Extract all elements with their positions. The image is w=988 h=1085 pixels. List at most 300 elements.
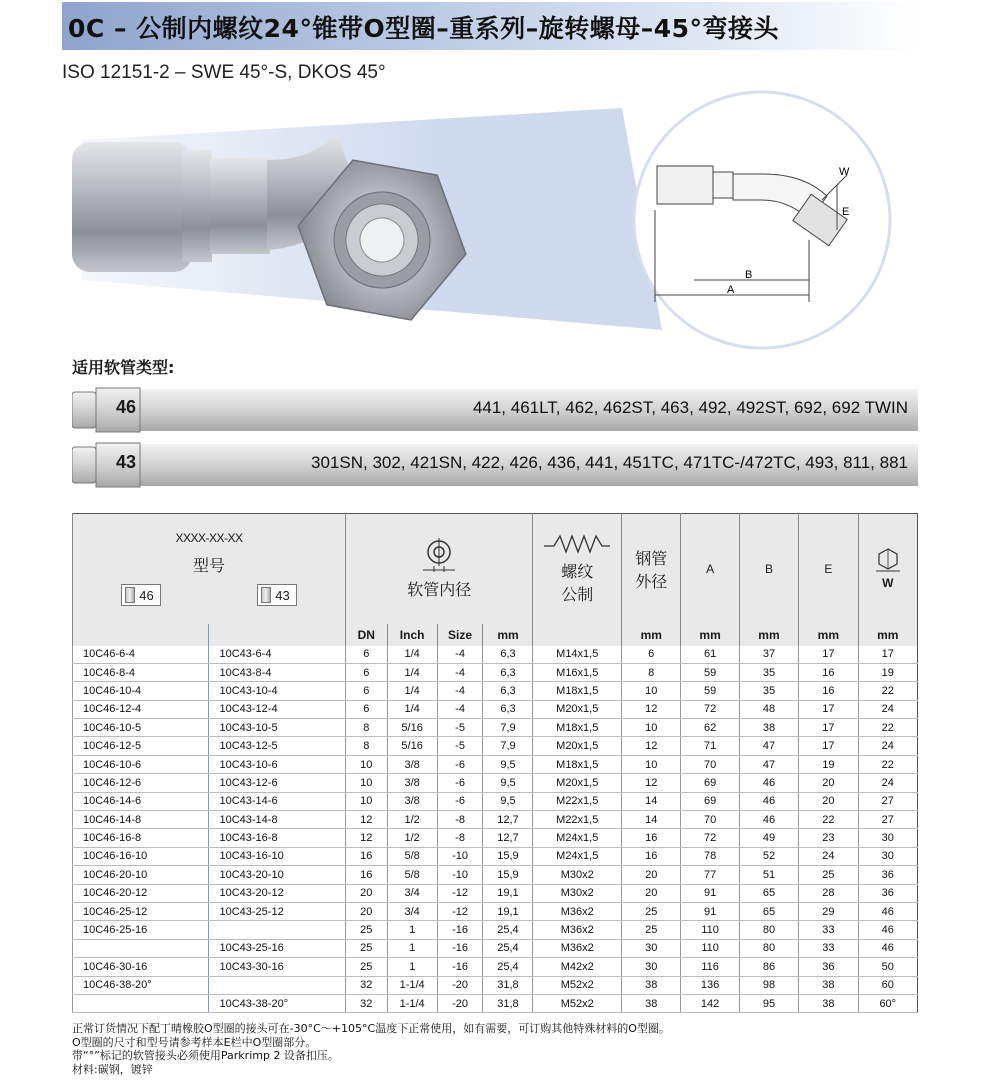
table-cell: 36 <box>858 884 917 902</box>
table-cell: 50 <box>858 958 917 976</box>
table-row <box>73 902 918 920</box>
title-bar <box>62 2 918 50</box>
table-cell: 1-1/4 <box>387 994 437 1012</box>
table-cell: 10 <box>622 719 681 737</box>
table-cell: -16 <box>437 958 483 976</box>
table-row <box>73 792 918 810</box>
table-cell: 10C46-25-16 <box>73 921 209 939</box>
thread-label-2: 公制 <box>561 587 594 605</box>
table-cell: 59 <box>681 682 739 700</box>
col-b-header: B <box>739 514 798 624</box>
table-cell: 37 <box>739 646 798 664</box>
table-cell: 10C46-12-6 <box>73 774 209 792</box>
table-cell: 1-1/4 <box>387 976 437 994</box>
table-cell: 24 <box>799 847 858 865</box>
table-cell: 17 <box>799 719 858 737</box>
table-cell: 6,3 <box>483 682 533 700</box>
table-row <box>73 884 918 902</box>
table-cell: M20x1,5 <box>533 700 622 718</box>
table-cell: 28 <box>799 884 858 902</box>
hose-list-46: 441, 461LT, 462, 462ST, 463, 492, 492ST, 692, 692 TWIN <box>472 398 908 417</box>
table-cell: 16 <box>799 663 858 681</box>
table-cell: -4 <box>437 682 483 700</box>
dim-label-b: B <box>745 269 753 281</box>
table-cell: 91 <box>681 884 739 902</box>
table-cell: -4 <box>437 646 483 664</box>
dim-label-e: E <box>842 206 850 218</box>
table-cell: -12 <box>437 902 483 920</box>
table-cell: 69 <box>681 774 739 792</box>
table-cell: 6 <box>345 663 387 681</box>
table-cell: 27 <box>858 811 917 829</box>
table-cell: 1/2 <box>387 829 437 847</box>
table-cell: 47 <box>739 755 798 773</box>
table-cell: 10C43-12-4 <box>209 700 345 718</box>
table-cell: 25 <box>345 958 387 976</box>
table-cell: 6 <box>345 646 387 664</box>
table-cell: 22 <box>799 811 858 829</box>
table-cell: 24 <box>858 700 917 718</box>
part-label: 型号 <box>192 558 225 576</box>
table-cell: 6 <box>345 700 387 718</box>
table-cell: 5/8 <box>387 847 437 865</box>
table-cell: -10 <box>437 847 483 865</box>
table-cell: 6,3 <box>483 646 533 664</box>
table-cell: 12,7 <box>483 829 533 847</box>
table-cell: 10C43-14-8 <box>209 811 345 829</box>
hose-id-header <box>345 514 533 624</box>
table-cell: 10C43-20-12 <box>209 884 345 902</box>
table-cell: 95 <box>739 994 798 1012</box>
table-cell: M22x1,5 <box>533 811 622 829</box>
table-cell: 10C46-14-8 <box>73 811 209 829</box>
unit-a-mm: mm <box>681 624 739 646</box>
table-cell: 10C46-12-4 <box>73 700 209 718</box>
table-cell: 29 <box>799 902 858 920</box>
table-cell: 65 <box>739 884 798 902</box>
table-cell: 16 <box>622 829 681 847</box>
table-cell: -8 <box>437 811 483 829</box>
dim-label-a: A <box>727 284 735 296</box>
table-cell: 65 <box>739 902 798 920</box>
table-cell: 16 <box>799 682 858 700</box>
table-cell: M30x2 <box>533 884 622 902</box>
table-cell: 46 <box>858 939 917 957</box>
table-cell: 116 <box>681 958 739 976</box>
table-cell: 12 <box>622 774 681 792</box>
hose-bore-icon <box>419 538 459 574</box>
table-cell: M42x2 <box>533 958 622 976</box>
table-cell: 60° <box>858 994 917 1012</box>
table-cell: M36x2 <box>533 939 622 957</box>
ferrule-shape <box>72 142 192 272</box>
hose-code-43: 43 <box>116 452 137 472</box>
table-cell: 10 <box>622 682 681 700</box>
table-cell <box>73 939 209 957</box>
note-4: 材料:碳钢，镀锌 <box>72 1062 153 1076</box>
table-row <box>73 921 918 939</box>
table-cell: 3/4 <box>387 884 437 902</box>
unit-w-mm: mm <box>858 624 917 646</box>
table-row <box>73 939 918 957</box>
table-cell: 35 <box>739 663 798 681</box>
table-cell: -20 <box>437 994 483 1012</box>
table-cell: 17 <box>799 737 858 755</box>
table-cell: 36 <box>799 958 858 976</box>
table-cell: 19 <box>799 755 858 773</box>
table-cell: 86 <box>739 958 798 976</box>
table-cell: -10 <box>437 866 483 884</box>
table-cell <box>209 976 345 994</box>
table-row <box>73 755 918 773</box>
table-cell: 48 <box>739 700 798 718</box>
table-cell: 17 <box>799 700 858 718</box>
table-cell: M24x1,5 <box>533 829 622 847</box>
dim-label-w: W <box>839 166 850 178</box>
table-cell: 110 <box>681 939 739 957</box>
table-cell: 10C43-16-10 <box>209 847 345 865</box>
table-cell: 60 <box>858 976 917 994</box>
table-row <box>73 994 918 1012</box>
table-cell: M20x1,5 <box>533 774 622 792</box>
table-row <box>73 811 918 829</box>
table-cell: 46 <box>739 774 798 792</box>
table-cell: 25 <box>622 902 681 920</box>
unit-tube-mm: mm <box>622 624 681 646</box>
table-cell: 7,9 <box>483 737 533 755</box>
table-cell: 80 <box>739 939 798 957</box>
steel-tube-header <box>622 514 681 624</box>
hose-row-43 <box>72 442 918 488</box>
table-cell: 3/8 <box>387 774 437 792</box>
part-pattern: XXXX-XX-XX <box>175 531 243 546</box>
table-cell: 25,4 <box>483 921 533 939</box>
table-cell: 30 <box>858 847 917 865</box>
table-cell: 62 <box>681 719 739 737</box>
table-cell: 25 <box>799 866 858 884</box>
table-cell: M22x1,5 <box>533 792 622 810</box>
table-cell: 70 <box>681 755 739 773</box>
table-cell: M52x2 <box>533 976 622 994</box>
unit-mm: mm <box>483 624 533 646</box>
table-cell: 23 <box>799 829 858 847</box>
table-cell: 10 <box>345 755 387 773</box>
table-cell: -4 <box>437 700 483 718</box>
units-row <box>73 624 918 646</box>
table-cell: 38 <box>799 976 858 994</box>
table-row <box>73 646 918 664</box>
table-cell: M36x2 <box>533 921 622 939</box>
fitting-tag-46: 46 <box>121 584 160 606</box>
table-cell: 12 <box>345 829 387 847</box>
table-cell: 1 <box>387 939 437 957</box>
table-row <box>73 958 918 976</box>
table-cell: 6,3 <box>483 700 533 718</box>
table-cell: 46 <box>739 792 798 810</box>
table-cell: 10C43-25-12 <box>209 902 345 920</box>
spec-table-body <box>73 646 918 1013</box>
table-cell: 10C43-30-16 <box>209 958 345 976</box>
table-cell: 20 <box>622 884 681 902</box>
table-cell: -16 <box>437 939 483 957</box>
table-cell: 16 <box>345 847 387 865</box>
note-1: 正常订货情况下配丁晴橡胶O型圈的接头可在-30°C～+105°C温度下正常使用，如有需要，可订购其他特殊材料的O型圈。 <box>72 1022 670 1035</box>
table-cell: 20 <box>799 792 858 810</box>
table-row <box>73 682 918 700</box>
table-cell: 25 <box>345 939 387 957</box>
table-cell: -16 <box>437 921 483 939</box>
table-cell: 10C46-25-12 <box>73 902 209 920</box>
table-cell: 25 <box>345 921 387 939</box>
table-cell: 30 <box>622 958 681 976</box>
table-cell: 10C46-14-6 <box>73 792 209 810</box>
table-cell: 1/4 <box>387 682 437 700</box>
table-cell: 10C46-38-20° <box>73 976 209 994</box>
table-cell: 33 <box>799 939 858 957</box>
table-cell: 38 <box>622 994 681 1012</box>
table-cell: 10C46-10-6 <box>73 755 209 773</box>
table-cell: 71 <box>681 737 739 755</box>
part-number-header <box>73 514 346 624</box>
table-cell: M18x1,5 <box>533 755 622 773</box>
table-cell: 25 <box>622 921 681 939</box>
steel-label-2: 外径 <box>635 573 668 591</box>
table-cell: -6 <box>437 755 483 773</box>
table-cell: 8 <box>345 719 387 737</box>
table-cell: -6 <box>437 774 483 792</box>
table-cell: 1/4 <box>387 646 437 664</box>
unit-inch: Inch <box>387 624 437 646</box>
table-cell: 10C43-10-4 <box>209 682 345 700</box>
table-cell: M30x2 <box>533 866 622 884</box>
table-row <box>73 829 918 847</box>
col-a-header: A <box>681 514 739 624</box>
note-3: 带“°”标记的软管接头必须使用Parkrimp 2 设备扣压。 <box>72 1049 339 1062</box>
table-cell: 30 <box>858 829 917 847</box>
table-cell: 10 <box>622 755 681 773</box>
notes <box>72 1022 670 1076</box>
table-cell: 1/2 <box>387 811 437 829</box>
table-cell: 46 <box>858 921 917 939</box>
table-cell: 10C43-20-10 <box>209 866 345 884</box>
col-e-header: E <box>799 514 858 624</box>
table-row <box>73 774 918 792</box>
table-cell: 136 <box>681 976 739 994</box>
table-cell: 5/16 <box>387 737 437 755</box>
thread-icon <box>542 532 612 556</box>
table-cell: 31,8 <box>483 976 533 994</box>
table-cell: 31,8 <box>483 994 533 1012</box>
unit-size: Size <box>437 624 483 646</box>
table-cell: 10C43-12-6 <box>209 774 345 792</box>
table-row <box>73 700 918 718</box>
table-cell: 10 <box>345 774 387 792</box>
table-cell: 10C43-38-20° <box>209 994 345 1012</box>
table-cell: 10C46-8-4 <box>73 663 209 681</box>
table-cell: 19,1 <box>483 884 533 902</box>
table-cell: 61 <box>681 646 739 664</box>
technical-drawing-circle <box>634 92 890 348</box>
table-row <box>73 866 918 884</box>
unit-dn: DN <box>345 624 387 646</box>
table-cell: 10C43-12-5 <box>209 737 345 755</box>
table-cell: 10C46-12-5 <box>73 737 209 755</box>
table-cell: 14 <box>622 811 681 829</box>
table-cell: 10C43-25-16 <box>209 939 345 957</box>
table-cell: 7,9 <box>483 719 533 737</box>
table-row <box>73 976 918 994</box>
table-cell: 6,3 <box>483 663 533 681</box>
table-cell: 38 <box>739 719 798 737</box>
table-cell: 1 <box>387 958 437 976</box>
table-cell: 6 <box>345 682 387 700</box>
table-cell: 10C43-14-6 <box>209 792 345 810</box>
table-cell: 22 <box>858 682 917 700</box>
table-cell: 70 <box>681 811 739 829</box>
table-cell: -12 <box>437 884 483 902</box>
table-cell: 20 <box>345 884 387 902</box>
table-cell <box>73 994 209 1012</box>
table-cell: M16x1,5 <box>533 663 622 681</box>
thread-label-1: 螺纹 <box>561 564 594 582</box>
unit-b-mm: mm <box>739 624 798 646</box>
table-cell: 25,4 <box>483 958 533 976</box>
table-cell: -8 <box>437 829 483 847</box>
table-row <box>73 719 918 737</box>
table-cell: 32 <box>345 994 387 1012</box>
table-cell: 32 <box>345 976 387 994</box>
table-cell: 16 <box>622 847 681 865</box>
table-cell: 10C43-16-8 <box>209 829 345 847</box>
table-cell: 19 <box>858 663 917 681</box>
table-cell: 22 <box>858 755 917 773</box>
hose-code-46: 46 <box>116 397 137 417</box>
table-cell: 98 <box>739 976 798 994</box>
table-cell: 20 <box>622 866 681 884</box>
table-cell: 10C46-6-4 <box>73 646 209 664</box>
table-cell: M18x1,5 <box>533 719 622 737</box>
table-cell <box>209 921 345 939</box>
table-cell: M18x1,5 <box>533 682 622 700</box>
hose-row-46 <box>72 387 918 433</box>
table-cell: 35 <box>739 682 798 700</box>
table-cell: 12 <box>622 737 681 755</box>
table-cell: 49 <box>739 829 798 847</box>
table-cell: 10C46-16-10 <box>73 847 209 865</box>
spec-table <box>72 513 918 1013</box>
product-illustration <box>62 90 922 355</box>
table-cell: 12 <box>345 811 387 829</box>
unit-e-mm: mm <box>799 624 858 646</box>
hose-types-label: 适用软管类型: <box>72 358 175 377</box>
table-cell: 19,1 <box>483 902 533 920</box>
table-cell: 27 <box>858 792 917 810</box>
table-cell: 9,5 <box>483 792 533 810</box>
table-cell: 110 <box>681 921 739 939</box>
table-cell: 38 <box>799 994 858 1012</box>
table-cell: 59 <box>681 663 739 681</box>
thread-header <box>533 514 622 624</box>
table-cell: 10C46-30-16 <box>73 958 209 976</box>
table-row <box>73 847 918 865</box>
table-cell: 5/8 <box>387 866 437 884</box>
table-cell: 6 <box>622 646 681 664</box>
table-cell: M14x1,5 <box>533 646 622 664</box>
table-cell: 3/8 <box>387 792 437 810</box>
table-cell: 1/4 <box>387 663 437 681</box>
table-cell: 5/16 <box>387 719 437 737</box>
col-w-label: W <box>882 576 894 591</box>
table-cell: 10C43-6-4 <box>209 646 345 664</box>
table-cell: 3/8 <box>387 755 437 773</box>
table-cell: -6 <box>437 792 483 810</box>
table-cell: 20 <box>799 774 858 792</box>
table-cell: 10C43-10-5 <box>209 719 345 737</box>
note-2: O型圈的尺寸和型号请参考样本E栏中O型圈部分。 <box>72 1035 317 1049</box>
table-cell: 46 <box>739 811 798 829</box>
table-cell: M20x1,5 <box>533 737 622 755</box>
table-cell: 72 <box>681 700 739 718</box>
table-cell: 10C43-10-6 <box>209 755 345 773</box>
page-title: 0C – 公制内螺纹24°锥带O型圈–重系列–旋转螺母–45°弯接头 <box>68 14 779 43</box>
table-cell: 10C43-8-4 <box>209 663 345 681</box>
table-cell: 72 <box>681 829 739 847</box>
table-cell: 22 <box>858 719 917 737</box>
table-cell: 16 <box>345 866 387 884</box>
table-cell: 8 <box>345 737 387 755</box>
table-cell: 24 <box>858 774 917 792</box>
table-cell: 1 <box>387 921 437 939</box>
table-cell: 36 <box>858 866 917 884</box>
table-cell: 91 <box>681 902 739 920</box>
table-cell: 15,9 <box>483 847 533 865</box>
table-cell: 12,7 <box>483 811 533 829</box>
table-cell: M24x1,5 <box>533 847 622 865</box>
table-cell: M36x2 <box>533 902 622 920</box>
table-cell: 17 <box>858 646 917 664</box>
table-cell: 8 <box>622 663 681 681</box>
table-cell: 47 <box>739 737 798 755</box>
table-cell: 14 <box>622 792 681 810</box>
table-cell: 12 <box>622 700 681 718</box>
table-cell: 10 <box>345 792 387 810</box>
standard-subtitle: ISO 12151-2 – SWE 45°-S, DKOS 45° <box>62 62 386 83</box>
table-cell: 33 <box>799 921 858 939</box>
table-cell: 30 <box>622 939 681 957</box>
table-cell: -5 <box>437 737 483 755</box>
fitting-tag-43: 43 <box>257 584 296 606</box>
steel-label-1: 钢管 <box>635 550 668 568</box>
table-cell: 20 <box>345 902 387 920</box>
table-cell: 1/4 <box>387 700 437 718</box>
table-cell: 3/4 <box>387 902 437 920</box>
unit-thread <box>533 624 622 646</box>
table-cell: 52 <box>739 847 798 865</box>
table-cell: 24 <box>858 737 917 755</box>
table-row <box>73 737 918 755</box>
table-cell: -20 <box>437 976 483 994</box>
hose-id-label: 软管内径 <box>407 581 472 599</box>
table-row <box>73 663 918 681</box>
table-cell: 10C46-10-5 <box>73 719 209 737</box>
table-cell: 9,5 <box>483 774 533 792</box>
table-cell: -5 <box>437 719 483 737</box>
table-cell: 10C46-20-12 <box>73 884 209 902</box>
table-cell: 10C46-20-10 <box>73 866 209 884</box>
col-w-header <box>858 514 917 624</box>
table-cell: 51 <box>739 866 798 884</box>
table-cell: 38 <box>622 976 681 994</box>
